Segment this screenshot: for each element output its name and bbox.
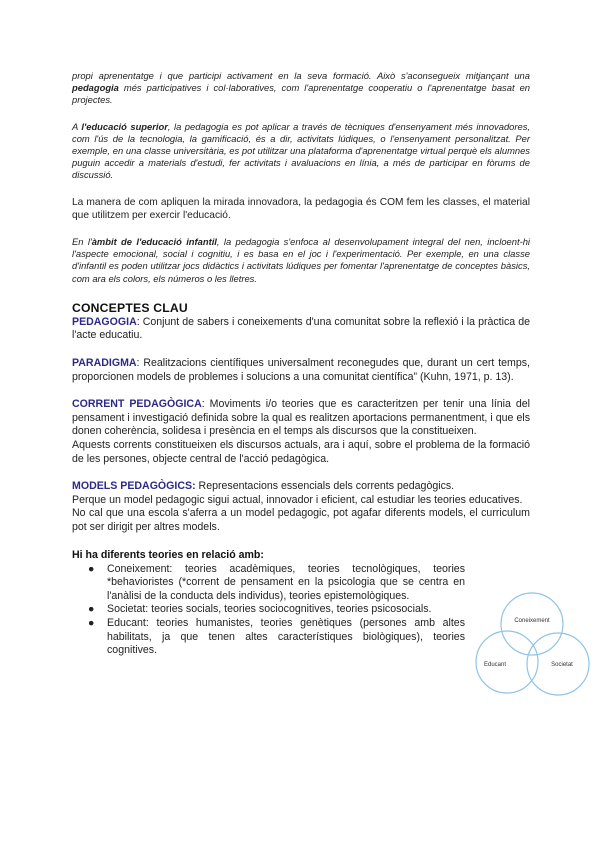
text: més participatives i col·laboratives, com l'aprenentatge cooperatiu o l'aprenentatge basat en projectes. [72,82,530,106]
bullet-icon: ● [88,603,95,616]
text: , la pedagogia es pot aplicar a través de tècniques d'ensenyament més innovadores, com l'ús de la tecnologia, la gamificació, és a dir, activitats lúdiques, o l'ensenyament personalitzat. Per exemple, en una classe universitària, es pot utilitzar una plataforma d'aprenentatge virtual perquè els alumnes puguin accedir a materials d'estudi, fer activitats i avaluacions en línia, a més de participar en fòrums de discussió. [72,120,531,181]
list-item-text: Educant: teories humanistes, teories genètiques (persones amb altes habilitats, ja que tenen altes característiques biològiques), teories cognitives. [107,616,465,657]
list-item [72,603,465,617]
concept-pedagogia [72,316,530,343]
concept-paradigma [72,357,530,384]
intro-paragraph [72,70,530,107]
higher-education-paragraph [72,121,530,182]
concept-definition: : Conjunt de sabers i coneixements d'una comunitat sobre la reflexió i la pràctica de l'acte educatiu. [72,315,530,342]
section-title: CONCEPTES CLAU [72,300,188,315]
concept-term: CORRENT PEDAGÒGICA [72,398,202,411]
concept-models-note-1: Perque un model pedagogic sigui actual, innovador i eficient, cal estudiar les teories educatives. [72,493,523,506]
venn-label-society: Societat [551,662,573,668]
concept-corrent [72,398,530,466]
theories-list [72,563,465,658]
venn-diagram [470,592,592,700]
list-item-text: Coneixement: teories acadèmiques, teories tecnològiques, teories *behavioristes (*corrent de pensament en la psicologia que se centra en l'anàlisi de la conducta dels individus), teories epistemològiques. [107,562,465,602]
bold-term: pedagogia [72,82,119,94]
venn-circle-knowledge [501,593,563,655]
list-item [72,563,465,604]
concept-term: PEDAGOGIA [72,315,137,328]
list-item [72,617,465,658]
concept-models-note-2: No cal que una escola s'aferra a un model pedagogic, pot agafar diferents models, el curriculum pot ser dirigit per altres models. [72,507,530,533]
bold-term: àmbit de l'educació infantil [91,236,217,248]
concept-definition: : Realitzacions científiques universalment reconegudes que, durant un cert temps, proporcionen models de problemes i solucions a una comunitat científica” (Kuhn, 1971, p. 13). [72,357,530,383]
text: propi aprenentatge i que participi activament en la seva formació. Això s'aconsegueix mitjançant una [72,70,530,81]
innovation-paragraph: La manera de com apliquen la mirada innovadora, la pedagogia és COM fem les classes, el material que utilitzem per exercir l'educació. [72,196,530,221]
concept-models-definition [72,480,530,494]
early-childhood-paragraph [72,236,530,285]
theories-title: Hi ha diferents teories en relació amb: [72,548,264,561]
text: A [72,120,82,132]
concept-models [72,480,530,534]
venn-label-knowledge: Coneixement [514,618,550,624]
document-page [72,70,530,658]
concept-corrent-note: Aquests corrents constitueixen els discursos actuals, ara i aquí, sobre el problema de la formació de les persones, objecte central de l'acció pedagògica. [72,439,530,465]
concept-corrent-definition [72,398,530,439]
text: , la pedagogia s'enfoca al desenvolupament integral del nen, incloent-hi l'aspecte emocional, social i cognitiu, i es basa en el joc i l'experimentació. Per exemple, en una classe d'infantil es poden utilitzar jocs didàctics i activitats lúdiques per fomentar l'aprenentatge de conceptes bàsics, com ara els colors, els números o les lletres. [72,236,530,284]
text: En l' [72,236,92,248]
list-item-text: Societat: teories socials, teories sociocognitives, teories psicosocials. [107,603,432,616]
concept-term: PARADIGMA [72,357,137,370]
concept-definition: Representacions essencials dels corrents pedagògics. [195,480,455,493]
bullet-icon: ● [88,616,95,629]
bullet-icon: ● [88,562,95,575]
concept-term: MODELS PEDAGÒGICS: [72,480,196,493]
bold-term: l'educació superior [81,120,168,132]
concept-definition: : Moviments i/o teories que es caracteritzen per tenir una línia del pensament i investigació definida sobre la qual es realitzen aportacions permanentment, i que els donen coherència, solidesa i presència en el temps als discursos que la constitueixen. [72,398,530,438]
venn-label-learner: Educant [483,662,507,668]
